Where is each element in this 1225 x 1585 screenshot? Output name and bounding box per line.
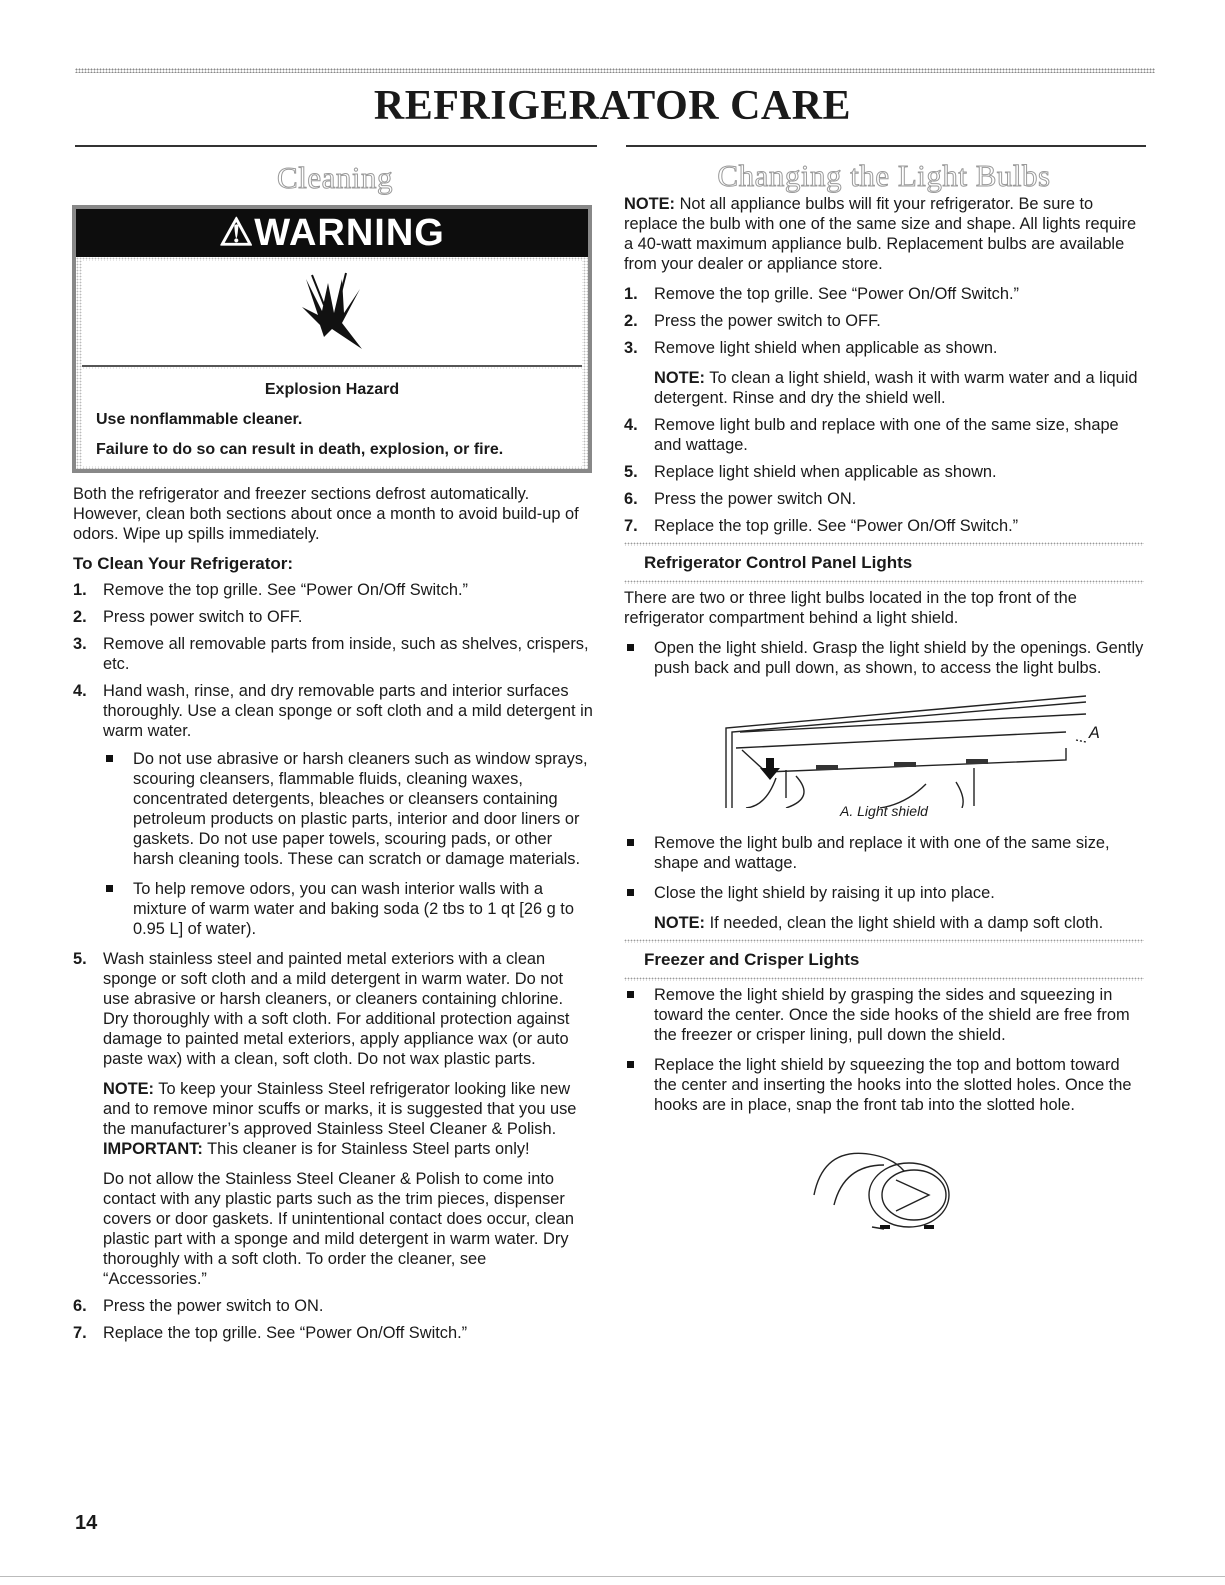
note-text: To clean a light shield, wash it with warm water and a liquid detergent. Rinse and dry the shield well. (654, 369, 1138, 407)
top-dotted-rule (75, 68, 1155, 73)
bulbs-steps (624, 284, 1144, 536)
bullet-text: Close the light shield by raising it up into place. (654, 884, 995, 902)
step-number: 3. (73, 635, 87, 653)
step-number: 5. (73, 950, 87, 968)
note-label: NOTE: (654, 369, 705, 387)
list-item (624, 338, 1144, 408)
list-item (73, 1323, 593, 1343)
list-item (73, 580, 593, 600)
step-text: Press power switch to OFF. (103, 608, 303, 626)
important-text: This cleaner is for Stainless Steel parts only! (207, 1140, 530, 1158)
important-note (103, 1139, 593, 1159)
bullet-item: Do not use abrasive or harsh cleaners such as window sprays, scouring cleansers, flammable fluids, cleaning waxes, concentrated detergents, bleaches or cleansers containing petroleum products on plastic parts, interior and door liners or gaskets. Do not use paper towels, scouring pads, or other harsh cleaning tools. These can scratch or damage materials. (103, 749, 593, 869)
control-panel-bullets (624, 638, 1144, 678)
step-text: Replace the top grille. See “Power On/Off Switch.” (103, 1324, 468, 1342)
step-number: 1. (73, 581, 87, 599)
step-text: Remove all removable parts from inside, such as shelves, crispers, etc. (103, 635, 589, 673)
step-text: Remove light bulb and replace with one of the same size, shape and wattage. (654, 416, 1119, 454)
step-number: 1. (624, 285, 638, 303)
step-text: Remove light shield when applicable as shown. (654, 339, 998, 357)
note-label: NOTE: (654, 914, 705, 932)
right-heading-rule (626, 145, 1146, 147)
step-text: Press the power switch to OFF. (654, 312, 881, 330)
cleaning-subheading: To Clean Your Refrigerator: (73, 554, 294, 573)
step-number: 4. (624, 416, 638, 434)
list-item (624, 284, 1144, 304)
note-label: NOTE: (103, 1080, 154, 1098)
bulbs-title: Changing the Light Bulbs (717, 158, 1051, 193)
bottom-rule (0, 1576, 1225, 1577)
list-item (624, 415, 1144, 455)
warning-triangle-icon: ⚠ (219, 212, 255, 254)
warning-text (82, 369, 582, 466)
freezer-heading (624, 945, 1144, 975)
step-number: 6. (624, 490, 638, 508)
list-item (624, 311, 1144, 331)
heading-text: Refrigerator Control Panel Lights (644, 553, 913, 572)
list-item (624, 489, 1144, 509)
warning-header (76, 209, 588, 257)
figure-caption: A. Light shield (840, 803, 928, 819)
heading-text: Freezer and Crisper Lights (644, 950, 860, 969)
freezer-shield-figure (624, 1125, 1144, 1240)
bullet-item (624, 883, 1144, 933)
figure-label-a: A (1088, 724, 1100, 742)
shield-note (654, 368, 1144, 408)
page-number: 14 (75, 1512, 98, 1534)
warning-hazard: Explosion Hazard (264, 381, 400, 398)
step-text: Press the power switch ON. (654, 490, 857, 508)
cleaning-title: Cleaning (277, 160, 393, 195)
bullet-item: Remove the light bulb and replace it with one of the same size, shape and wattage. (624, 833, 1144, 873)
stainless-note (103, 1079, 593, 1139)
cleaning-steps (73, 580, 593, 1343)
list-item (73, 634, 593, 674)
step-number: 3. (624, 339, 638, 357)
step-text: Replace light shield when applicable as shown. (654, 463, 997, 481)
step-number: 4. (73, 682, 87, 700)
bullet-item: Open the light shield. Grasp the light shield by the openings. Gently push back and pull down, as shown, to access the light bulbs. (624, 638, 1144, 678)
control-panel-bullets-2 (624, 833, 1144, 933)
bullet-item: To help remove odors, you can wash interior walls with a mixture of warm water and baking soda (2 tbs to 1 qt [26 g to 0.95 L] of water). (103, 879, 593, 939)
step-number: 7. (624, 517, 638, 535)
note-text: If needed, clean the light shield with a damp soft cloth. (709, 914, 1104, 932)
bullet-item: Remove the light shield by grasping the sides and squeezing in toward the center. Once the side hooks of the shield are free from the freezer or crisper lining, pull down the shield. (624, 985, 1144, 1045)
step-number: 2. (624, 312, 638, 330)
note-text: Not all appliance bulbs will fit your refrigerator. Be sure to replace the bulb with one of the same size and shape. All lights require a 40-watt maximum appliance bulb. Replacement bulbs are available from your dealer or appliance store. (624, 195, 1137, 273)
note-text: To keep your Stainless Steel refrigerator looking like new and to remove minor scuffs or marks, it is suggested that you use the manufacturer’s approved Stainless Steel Cleaner & Polish. (103, 1080, 577, 1138)
step-number: 5. (624, 463, 638, 481)
step-number: 2. (73, 608, 87, 626)
step-number: 6. (73, 1297, 87, 1315)
cleaning-column (73, 484, 593, 1350)
list-item (73, 607, 593, 627)
bulbs-note (624, 194, 1144, 274)
control-panel-heading (624, 548, 1144, 578)
step-text: Wash stainless steel and painted metal exteriors with a clean sponge or soft cloth and a mild detergent in warm water. Do not use abrasive or harsh cleaners, or cleaners containing chlorine. Dry thoroughly with a soft cloth. For additional protection against damage to painted metal exteriors, apply appliance wax (or auto paste wax) with a clean, soft cloth. Do not wax plastic parts. (103, 950, 570, 1068)
step-text: Press the power switch to ON. (103, 1297, 324, 1315)
bulbs-column (624, 194, 1144, 1250)
page-title: REFRIGERATOR CARE (373, 83, 852, 129)
warning-box (72, 205, 592, 473)
cleaning-intro: Both the refrigerator and freezer sections defrost automatically. However, clean both sections about once a month to avoid build-up of odors. Wipe up spills immediately. (73, 485, 579, 543)
important-label: IMPORTANT: (103, 1140, 203, 1158)
light-shield-figure (624, 688, 1144, 813)
warning-line2: Failure to do so can result in death, explosion, or fire. (96, 441, 504, 458)
list-item (73, 1296, 593, 1316)
step-number: 7. (73, 1324, 87, 1342)
step-text: Hand wash, rinse, and dry removable parts and interior surfaces thoroughly. Use a clean sponge or soft cloth and a mild detergent in warm water. (103, 682, 593, 740)
step4-bullets (103, 749, 593, 939)
explosion-icon (82, 261, 582, 367)
step-text: Remove the top grille. See “Power On/Off Switch.” (103, 581, 468, 599)
stainless-extra: Do not allow the Stainless Steel Cleaner & Polish to come into contact with any plastic parts such as the trim pieces, dispenser covers or door gaskets. If unintentional contact does occur, clean plastic part with a sponge and mild detergent in warm water. Dry thoroughly with a soft cloth. To order the cleaner, see “Accessories.” (103, 1170, 575, 1288)
left-heading-rule (75, 145, 597, 147)
note-label: NOTE: (624, 195, 675, 213)
bullet-item: Replace the light shield by squeezing the top and bottom toward the center and inserting the hooks into the slotted holes. Once the hooks are in place, snap the front tab into the slotted hole. (624, 1055, 1144, 1115)
control-panel-intro: There are two or three light bulbs located in the top front of the refrigerator compartment behind a light shield. (624, 589, 1077, 627)
list-item (73, 949, 593, 1289)
list-item (624, 516, 1144, 536)
list-item (73, 681, 593, 939)
step-text: Replace the top grille. See “Power On/Off Switch.” (654, 517, 1019, 535)
freezer-bullets (624, 985, 1144, 1115)
warning-header-text: WARNING (254, 212, 445, 254)
step-text: Remove the top grille. See “Power On/Off Switch.” (654, 285, 1019, 303)
list-item (624, 462, 1144, 482)
shield-clean-note (654, 913, 1144, 933)
warning-line1: Use nonflammable cleaner. (96, 411, 303, 428)
